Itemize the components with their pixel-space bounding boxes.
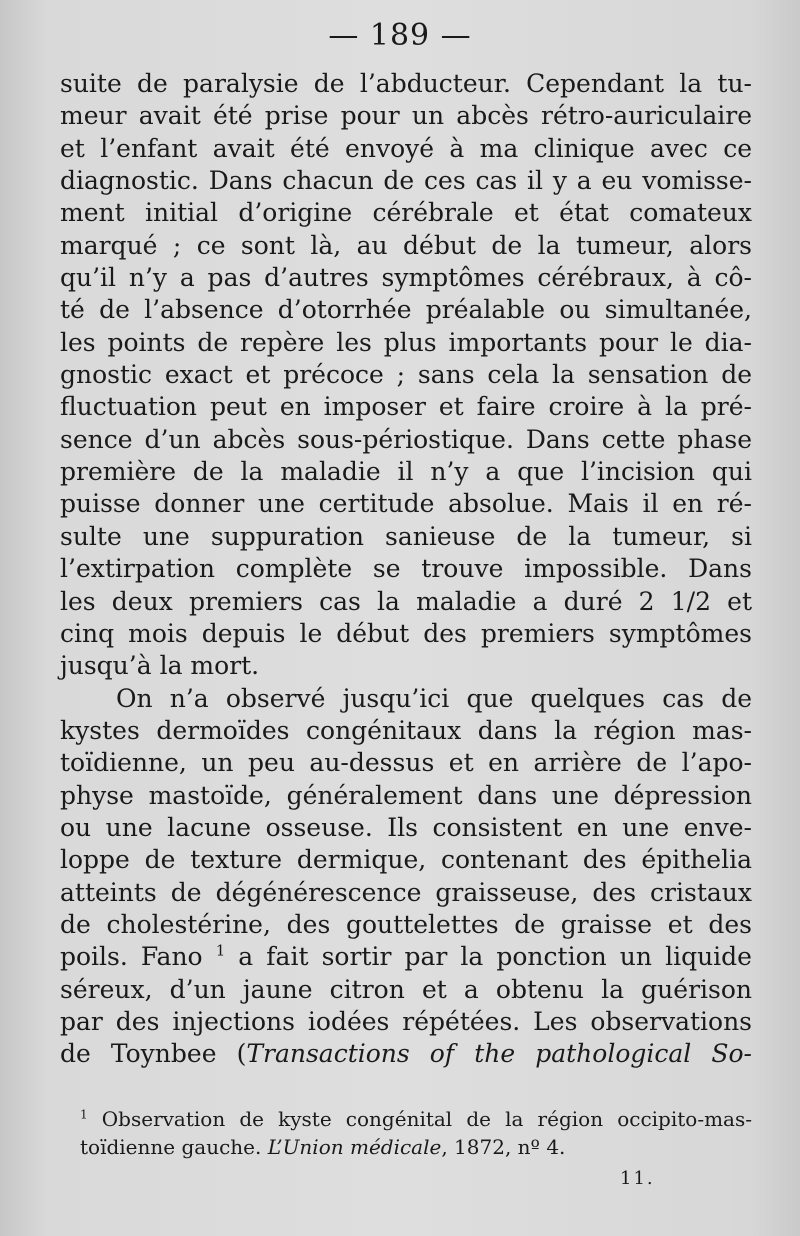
footnote-text: toïdienne gauche. <box>80 1135 268 1159</box>
text-line: diagnostic. Dans chacun de ces cas il y a eu vomisse- <box>60 166 752 196</box>
footnote-text: Observation de kyste congénital de la région occipito-mas- <box>87 1107 752 1131</box>
text-line: sence d’un abcès sous-périostique. Dans cette phase <box>60 424 752 454</box>
citation-title: Transactions of the pathological So- <box>246 1039 752 1069</box>
text-line: meur avait été prise pour un abcès rétro-auriculaire <box>60 101 752 131</box>
footnote-text: , 1872, nº 4. <box>441 1135 566 1159</box>
footnote-line <box>80 1133 752 1161</box>
text-line: fluctuation peut en imposer et faire croire à la pré- <box>60 392 752 422</box>
text-line: les points de repère les plus importants pour le dia- <box>60 327 752 357</box>
body-text <box>60 68 752 1071</box>
text-line: première de la maladie il n’y a que l’incision qui <box>60 457 752 487</box>
text-line: suite de paralysie de l’abducteur. Cependant la tu- <box>60 69 752 98</box>
text-line: puisse donner une certitude absolue. Mais il en ré- <box>60 489 752 519</box>
footnote-line <box>80 1105 752 1133</box>
footnotes <box>80 1105 752 1161</box>
page-number: — 189 — <box>328 18 472 53</box>
text-line: qu’il n’y a pas d’autres symptômes cérébraux, à cô- <box>60 263 752 293</box>
text-line: physe mastoïde, généralement dans une dépression <box>60 780 752 810</box>
paragraph-start-line: On n’a observé jusqu’ici que quelques cas de <box>116 683 752 713</box>
text-line: les deux premiers cas la maladie a duré 2 1/2 et <box>60 586 752 616</box>
text-line: sulte une suppuration sanieuse de la tumeur, si <box>60 521 752 551</box>
text-line: té de l’absence d’otorrhée préalable ou simultanée, <box>60 295 752 325</box>
text-line: de cholestérine, des gouttelettes de graisse et des <box>60 909 752 939</box>
text-line: marqué ; ce sont là, au début de la tumeur, alors <box>60 230 752 260</box>
text-line: et l’enfant avait été envoyé à ma clinique avec ce <box>60 133 752 163</box>
text-segment: de Toynbee ( <box>60 1039 247 1069</box>
printer-signature-mark: 11. <box>620 1168 655 1189</box>
text-line: séreux, d’un jaune citron et a obtenu la guérison <box>60 974 752 1004</box>
text-line: toïdienne, un peu au-dessus et en arrière de l’apo- <box>60 748 752 778</box>
footnote-reference: 1 <box>215 941 226 960</box>
text-line: ment initial d’origine cérébrale et état comateux <box>60 198 752 228</box>
text-line-with-citation <box>60 1038 752 1070</box>
text-line: jusqu’à la mort. <box>60 651 260 681</box>
text-segment: poils. Fano <box>60 942 216 972</box>
text-line: atteints de dégénérescence graisseuse, des cristaux <box>60 877 752 907</box>
text-line: par des injections iodées répétées. Les observations <box>60 1006 752 1036</box>
text-line: cinq mois depuis le début des premiers symptômes <box>60 618 752 648</box>
text-line: ou une lacune osseuse. Ils consistent en une enve- <box>60 812 752 842</box>
text-line: loppe de texture dermique, contenant des épithelia <box>60 845 752 875</box>
text-line: l’extirpation complète se trouve impossible. Dans <box>60 554 752 584</box>
text-line: kystes dermoïdes congénitaux dans la région mas- <box>60 715 752 745</box>
footnote-marker: 1 <box>80 1107 88 1122</box>
journal-title: L’Union médicale <box>267 1135 442 1159</box>
text-line-with-footnote-ref <box>60 941 752 973</box>
text-segment: a fait sortir par la ponction un liquide <box>225 942 752 972</box>
text-line: gnostic exact et précoce ; sans cela la sensation de <box>60 360 752 390</box>
